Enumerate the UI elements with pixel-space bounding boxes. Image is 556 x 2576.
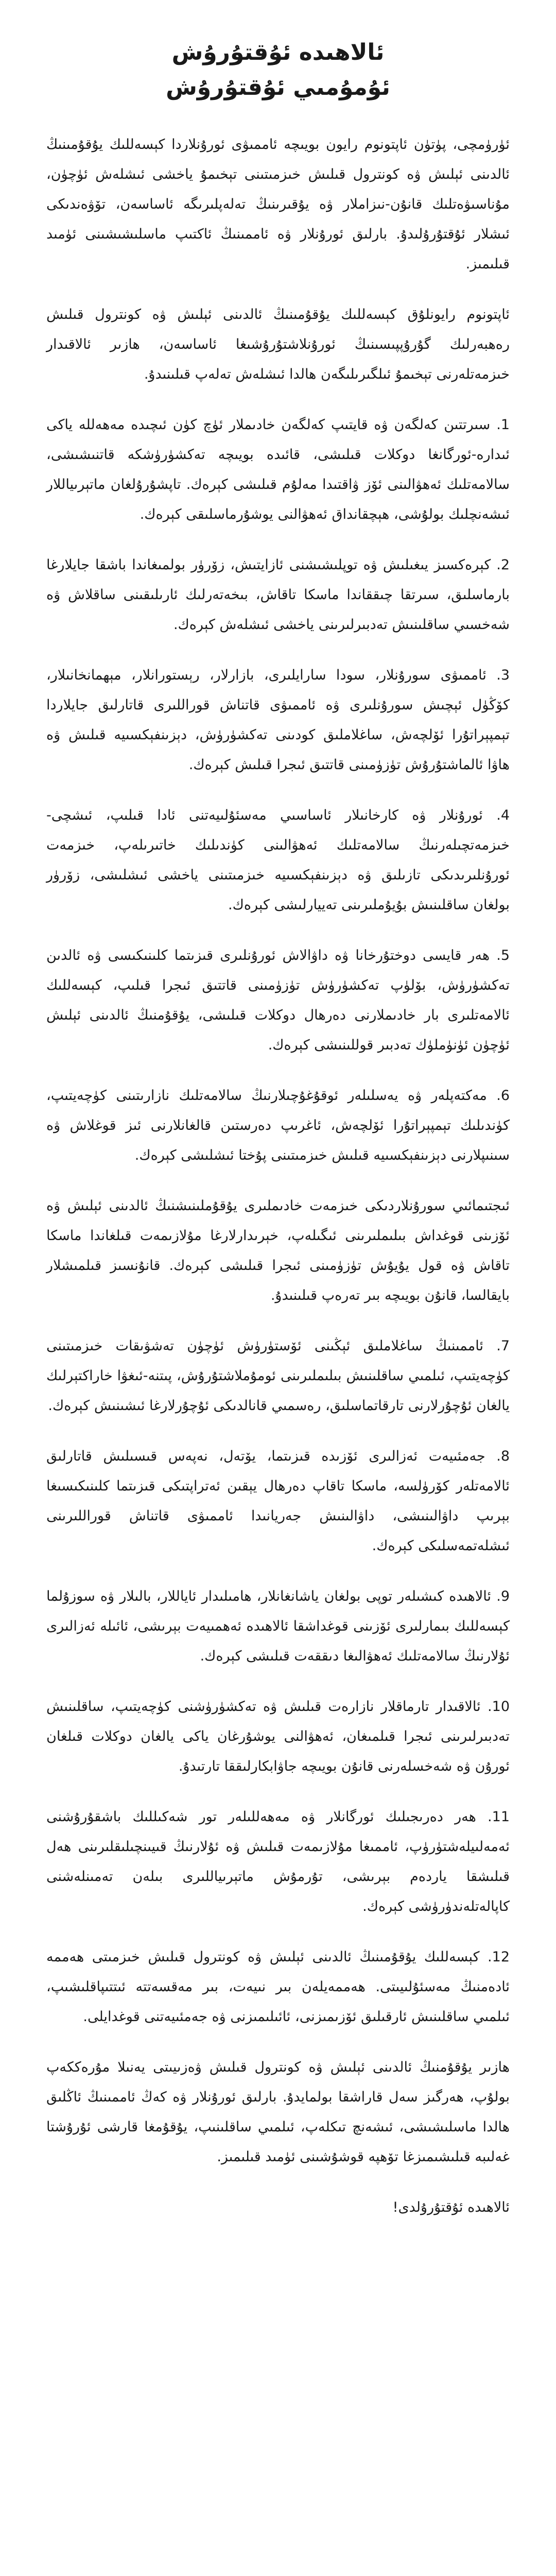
closing-line: ئالاھىدە ئۇقتۇرۇلدى! xyxy=(392,2199,510,2215)
item-5-paragraph: 5. ھەر قايسى دوختۇرخانا ۋە داۋالاش ئورۇنلىرى قىزىتما كلىنىكىسى ۋە ئالدىن تەكشۈرۈش، بۆلۈپ تەكشۈرۈش تۈزۈمىنى قاتتىق ئىجرا قىلىپ، كېسەللىك ئالامەتلىرى بار خادىملارنى دەرھال دوكلات قىلىشى، يۇقۇمنىڭ ئالدىنى ئېلىش ئۈچۈن ئۈنۈملۈك تەدبىر قوللىنىشى كېرەك. xyxy=(46,947,510,1053)
item-10-paragraph: 10. ئالاقىدار تارماقلار نازارەت قىلىش ۋە تەكشۈرۈشنى كۈچەيتىپ، ساقلىنىش تەدبىرلىرىنى ئىجرا قىلمىغان، ئەھۋالنى يوشۇرغان ياكى يالغان دوكلات قىلغان ئورۇن ۋە شەخسلەرنى قانۇن بويىچە جاۋابكارلىققا تارتىدۇ. xyxy=(46,1699,510,1774)
item-4-paragraph: 4. ئورۇنلار ۋە كارخانىلار ئاساسىي مەسئۇلىيەتنى ئادا قىلىپ، ئىشچى-خىزمەتچىلەرنىڭ سالامەتلىك ئەھۋالىنى كۈندىلىك خاتىرىلەپ، خىزمەت ئورۇنلىرىدىكى تازىلىق ۋە دېزىنفېكسىيە خىزمىتىنى ياخشى ئىشلىشى، زۆرۈر بولغان ساقلىنىش بۇيۇملىرىنى تەييارلىشى كېرەك. xyxy=(46,807,510,913)
item-12-paragraph: 12. كېسەللىك يۇقۇمىنىڭ ئالدىنى ئېلىش ۋە كونترول قىلىش خىزمىتى ھەممە ئادەمنىڭ مەسئۇلىيىتى. ھەممەيلەن بىر نىيەت، بىر مەقسەتتە ئىتتىپاقلىشىپ، ئىلمىي ساقلىنىش ئارقىلىق ئۆزىمىزنى، ئائىلىمىزنى ۋە جەمئىيەتنى قوغدايلى. xyxy=(46,1949,510,2025)
item-6-continued-paragraph: ئىجتىمائىي سورۇنلاردىكى خىزمەت خادىملىرى يۇقۇملىنىشنىڭ ئالدىنى ئېلىش ۋە ئۆزىنى قوغداش بىلىملىرىنى ئىگىلەپ، خېرىدارلارغا مۇلازىمەت قىلغاندا ماسكا تاقاش ۋە قول يۇيۇش تۈزۈمىنى ئىجرا قىلىشى كېرەك. قانۇنسىز قىلمىشلار بايقالسا، قانۇن بويىچە بىر تەرەپ قىلىنىدۇ. xyxy=(46,1198,510,1303)
notice-subtitle: ئۇمۇمىي ئۇقتۇرۇش xyxy=(166,74,390,100)
context-paragraph: ئاپتونوم رايونلۇق كېسەللىك يۇقۇمىنىڭ ئالدىنى ئېلىش ۋە كونترول قىلىش رەھبەرلىك گۇرۇپپىسىنىڭ ئورۇنلاشتۇرۇشىغا ئاساسەن، ھازىر ئالاقىدار خىزمەتلەرنى تېخىمۇ ئىلگىرىلىگەن ھالدا ئىشلەش تەلەپ قىلىنىدۇ. xyxy=(46,307,510,382)
notice-title: ئالاھىدە ئۇقتۇرۇش xyxy=(171,39,385,65)
intro-paragraph: ئۈرۈمچى، پۈتۈن ئاپتونوم رايون بويىچە ئاممىۋى ئورۇنلاردا كېسەللىك يۇقۇمىنىڭ ئالدىنى ئېلىش ۋە كونترول قىلىش خىزمىتىنى تېخىمۇ ياخشى ئىشلەش ئۈچۈن، مۇناسىۋەتلىك قانۇن-نىزاملار ۋە يۇقىرىنىڭ تەلەپلىرىگە ئاساسەن، تۆۋەندىكى ئىشلار ئۇقتۇرۇلىدۇ. بارلىق ئورۇنلار ۋە ئاممىنىڭ ئاكتىپ ماسلىشىشىنى ئۈمىد قىلىمىز. xyxy=(46,137,510,272)
summary-paragraph: ھازىر يۇقۇمنىڭ ئالدىنى ئېلىش ۋە كونترول قىلىش ۋەزىيىتى يەنىلا مۇرەككەپ بولۇپ، ھەرگىز سەل قاراشقا بولمايدۇ. بارلىق ئورۇنلار ۋە كەڭ ئاممىنىڭ ئاڭلىق ھالدا ماسلىشىشى، ئىشەنچ تىكلەپ، ئىلمىي ساقلىنىپ، يۇقۇمغا قارشى ئۇرۇشتا غەلىبە قىلىشىمىزغا تۆھپە قوشۇشىنى ئۈمىد قىلىمىز. xyxy=(46,2059,510,2165)
item-2-paragraph: 2. كېرەكسىز يىغىلىش ۋە توپلىشىشنى ئازايتىش، زۆرۈر بولمىغاندا باشقا جايلارغا بارماسلىق، سىرتقا چىققاندا ماسكا تاقاش، بىخەتەرلىك ئارىلىقىنى ساقلاش ۋە شەخسىي ساقلىنىش تەدبىرلىرىنى ياخشى ئىشلەش كېرەك. xyxy=(46,557,510,633)
item-9-paragraph: 9. ئالاھىدە كىشىلەر توپى بولغان ياشانغانلار، ھامىلىدار ئاياللار، بالىلار ۋە سوزۇلما كېسەللىك بىمارلىرى ئۆزىنى قوغداشقا ئالاھىدە ئەھمىيەت بېرىشى، ئائىلە ئەزالىرى ئۇلارنىڭ سالامەتلىك ئەھۋالىغا دىققەت قىلىشى كېرەك. xyxy=(46,1588,510,1664)
notice-body xyxy=(46,130,510,2576)
item-3-paragraph: 3. ئاممىۋى سورۇنلار، سودا سارايلىرى، بازارلار، رېستورانلار، مېھمانخانىلار، كۆڭۈل ئېچىش سورۇنلىرى ۋە ئاممىۋى قاتناش قوراللىرى قاتارلىق جايلاردا تېمپېراتۇرا ئۆلچەش، ساغلاملىق كودىنى تەكشۈرۈش، دېزىنفېكسىيە قىلىش ۋە ھاۋا ئالماشتۇرۇش تۈزۈمىنى قاتتىق ئىجرا قىلىش كېرەك. xyxy=(46,667,510,773)
item-6-paragraph: 6. مەكتەپلەر ۋە يەسلىلەر ئوقۇغۇچىلارنىڭ سالامەتلىك نازارىتىنى كۈچەيتىپ، كۈندىلىك تېمپېراتۇرا ئۆلچەش، ئاغرىپ دەرستىن قالغانلارنى ئىز قوغلاش ۋە سىنىپلارنى دېزىنفېكسىيە قىلىش خىزمىتىنى پۇختا ئىشلىشى كېرەك. xyxy=(46,1088,510,1163)
item-11-paragraph: 11. ھەر دەرىجىلىك ئورگانلار ۋە مەھەللىلەر تور شەكىللىك باشقۇرۇشنى ئەمەلىيلەشتۈرۈپ، ئاممىغا مۇلازىمەت قىلىش ۋە ئۇلارنىڭ قىيىنچىلىقلىرىنى ھەل قىلىشقا ياردەم بېرىشى، تۇرمۇش ماتېرىياللىرى بىلەن تەمىنلەشنى كاپالەتلەندۈرۈشى كېرەك. xyxy=(46,1809,510,1914)
item-7-paragraph: 7. ئاممىنىڭ ساغلاملىق ئېڭىنى ئۆستۈرۈش ئۈچۈن تەشۋىقات خىزمىتىنى كۈچەيتىپ، ئىلمىي ساقلىنىش بىلىملىرىنى ئومۇملاشتۇرۇش، پىتنە-ئىغۋا خاراكتېرلىك يالغان ئۇچۇرلارنى تارقاتماسلىق، رەسمىي قانالدىكى ئۇچۇرلارغا ئىشىنىش كېرەك. xyxy=(46,1338,510,1414)
item-8-paragraph: 8. جەمئىيەت ئەزالىرى ئۆزىدە قىزىتما، يۆتەل، نەپەس قىسىلىش قاتارلىق ئالامەتلەر كۆرۈلسە، ماسكا تاقاپ دەرھال يېقىن ئەتراپتىكى قىزىتما كلىنىكىسىغا بېرىپ داۋالىنىشى، داۋالىنىش جەريانىدا ئاممىۋى قاتناش قوراللىرىنى ئىشلەتمەسلىكى كېرەك. xyxy=(46,1448,510,1554)
title-block xyxy=(46,36,510,104)
item-1-paragraph: 1. سىرتتىن كەلگەن ۋە قايتىپ كەلگەن خادىملار ئۈچ كۈن ئىچىدە مەھەللە ياكى ئىدارە-ئورگانغا دوكلات قىلىشى، قائىدە بويىچە تەكشۈرۈشكە قاتنىشىشى، سالامەتلىك ئەھۋالىنى ئۆز ۋاقتىدا مەلۇم قىلىشى كېرەك. تاپشۇرۇلغان ماتېرىياللار ئىشەنچلىك بولۇشى، ھېچقانداق ئەھۋالنى يوشۇرماسلىقى كېرەك. xyxy=(46,417,510,522)
